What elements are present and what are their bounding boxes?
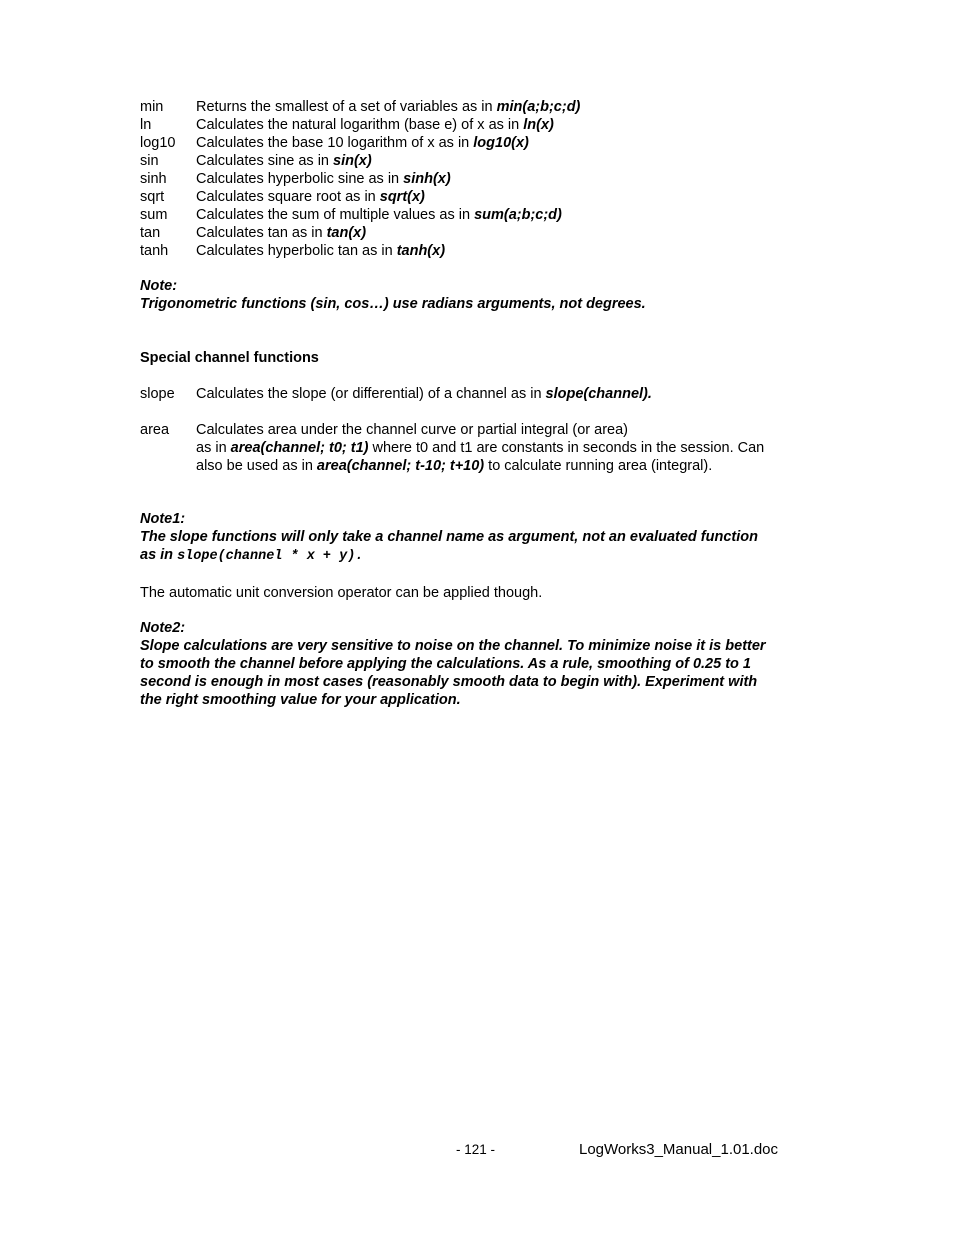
area-line3-post: to calculate running area (integral). bbox=[484, 458, 713, 474]
note-text: Trigonometric functions (sin, cos…) use radians arguments, not degrees. bbox=[140, 296, 646, 312]
area-line2-pre: as in bbox=[196, 440, 231, 456]
note2-line-4: the right smoothing value for your application. bbox=[140, 692, 461, 708]
page-number: - 121 - bbox=[456, 1142, 496, 1157]
area-line3-pre: also be used as in bbox=[196, 458, 317, 474]
note1-label: Note1: bbox=[140, 511, 186, 527]
function-name: tanh bbox=[140, 243, 169, 259]
area-line-1: Calculates area under the channel curve or partial integral (or area) bbox=[196, 422, 629, 438]
note1-line-1: The slope functions will only take a channel name as argument, not an evaluated function bbox=[140, 529, 758, 545]
note1-line-2 bbox=[140, 546, 830, 566]
conversion-text: The automatic unit conversion operator can be applied though. bbox=[140, 585, 543, 601]
function-example: slope(channel). bbox=[545, 386, 652, 402]
function-name: min bbox=[140, 99, 164, 115]
note1-line2-pre: as in bbox=[140, 547, 178, 563]
function-desc: Calculates tan as in bbox=[196, 225, 327, 241]
area-line2-post: where t0 and t1 are constants in seconds in the session. Can bbox=[368, 440, 765, 456]
function-desc: Returns the smallest of a set of variables as in bbox=[196, 99, 497, 115]
function-desc: Calculates hyperbolic sine as in bbox=[196, 171, 404, 187]
function-name: slope bbox=[140, 386, 175, 402]
function-example: tan(x) bbox=[326, 225, 367, 241]
function-desc: Calculates the base 10 logarithm of x as in bbox=[196, 135, 474, 151]
note1-code: slope(channel * x + y). bbox=[177, 549, 364, 564]
function-name: sum bbox=[140, 207, 168, 223]
note2-line-1: Slope calculations are very sensitive to noise on the channel. To minimize noise it is better bbox=[140, 638, 766, 654]
function-desc: Calculates the slope (or differential) of a channel as in bbox=[196, 386, 546, 402]
area-example-1: area(channel; t0; t1) bbox=[230, 440, 369, 456]
document-name: LogWorks3_Manual_1.01.doc bbox=[579, 1141, 779, 1158]
function-example: sum(a;b;c;d) bbox=[474, 207, 562, 223]
function-desc: Calculates sine as in bbox=[196, 153, 334, 169]
note-label: Note: bbox=[140, 278, 178, 294]
function-example: sqrt(x) bbox=[379, 189, 425, 205]
function-example: sin(x) bbox=[333, 153, 372, 169]
function-desc: Calculates the natural logarithm (base e) of x as in bbox=[196, 117, 524, 133]
note2-line-3: second is enough in most cases (reasonably smooth data to begin with). Experiment with bbox=[140, 674, 758, 690]
function-name: area bbox=[140, 422, 170, 438]
function-example: log10(x) bbox=[473, 135, 529, 151]
function-example: tanh(x) bbox=[396, 243, 446, 259]
function-desc: Calculates the sum of multiple values as in bbox=[196, 207, 475, 223]
function-name: sinh bbox=[140, 171, 167, 187]
function-example: ln(x) bbox=[523, 117, 554, 133]
section-heading: Special channel functions bbox=[140, 350, 319, 366]
function-example: min(a;b;c;d) bbox=[496, 99, 581, 115]
function-name: tan bbox=[140, 225, 161, 241]
note2-line-2: to smooth the channel before applying the calculations. As a rule, smoothing of 0.25 to 1 bbox=[140, 656, 751, 672]
function-name: sin bbox=[140, 153, 159, 169]
note2-label: Note2: bbox=[140, 620, 186, 636]
function-name: log10 bbox=[140, 135, 176, 151]
function-example: sinh(x) bbox=[403, 171, 451, 187]
function-desc: Calculates hyperbolic tan as in bbox=[196, 243, 397, 259]
function-name: ln bbox=[140, 117, 152, 133]
function-name: sqrt bbox=[140, 189, 165, 205]
function-desc: Calculates square root as in bbox=[196, 189, 380, 205]
area-example-2: area(channel; t-10; t+10) bbox=[316, 458, 485, 474]
